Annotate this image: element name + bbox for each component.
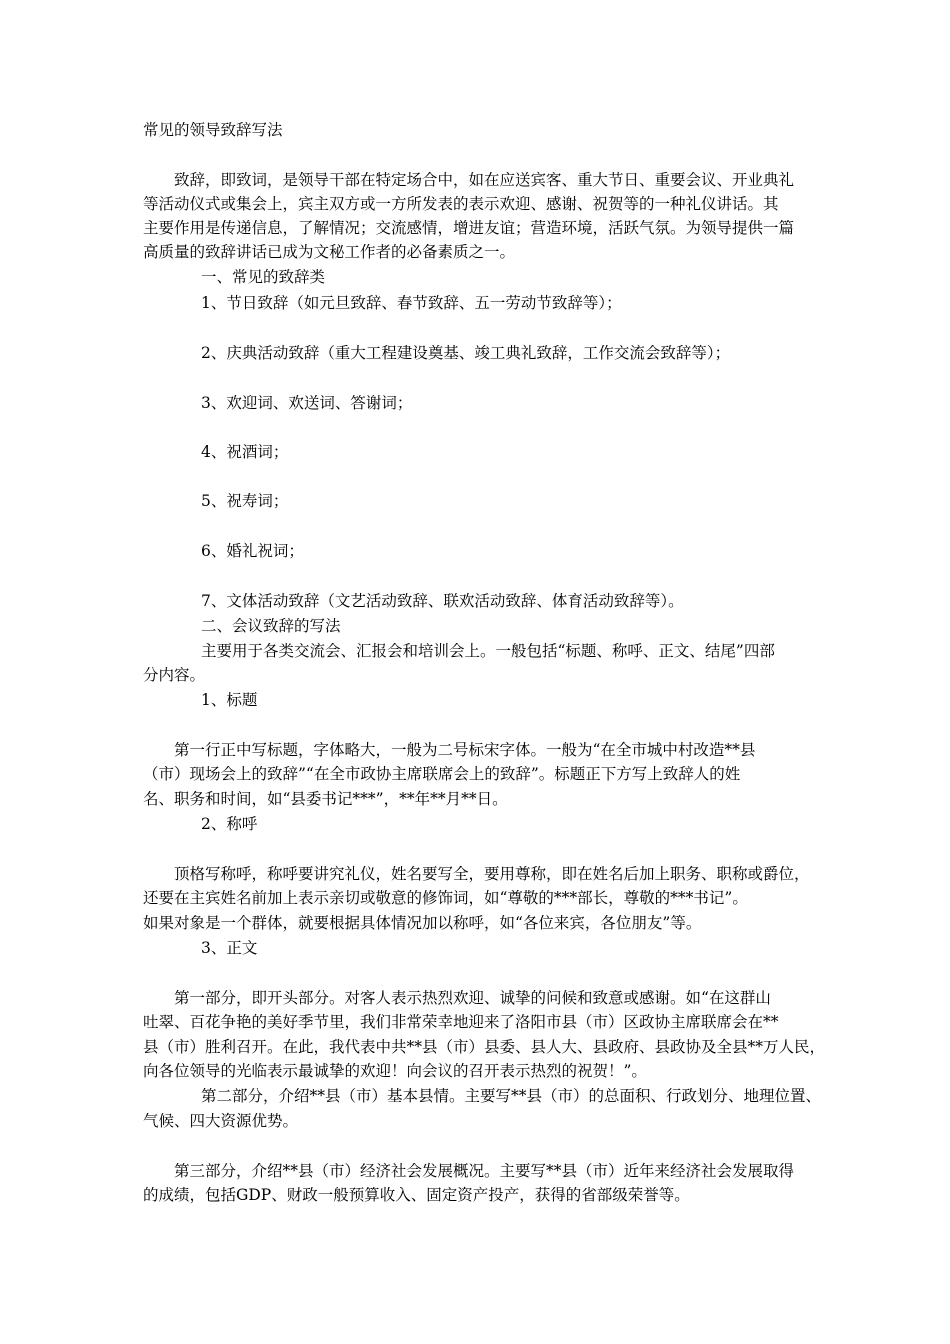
intro-line: 高质量的致辞讲话已成为文秘工作者的必备素质之一。 [143, 243, 516, 261]
doc-title: 常见的领导致辞写法 [143, 121, 283, 139]
sub1-heading: 1、标题 [201, 691, 258, 709]
section2-heading: 二、会议致辞的写法 [201, 617, 341, 635]
intro-line: 致辞，即致词，是领导干部在特定场合中，如在应送宾客、重大节日、重要会议、开业典礼 [174, 171, 795, 189]
sub2-body-line: 如果对象是一个群体，就要根据具体情况加以称呼，如“各位来宾，各位朋友”等。 [143, 914, 702, 932]
part1-line: 吐翠、百花争艳的美好季节里，我们非常荣幸地迎来了洛阳市县（市）区政协主席联席会在** [143, 1013, 779, 1031]
list-item: 5、祝寿词； [201, 492, 289, 510]
list-item: 6、婚礼祝词； [201, 542, 304, 560]
list-item: 4、祝酒词； [201, 443, 289, 461]
sub1-body-line: 名、职务和时间，如“县委书记***”，**年**月**日。 [143, 790, 508, 808]
section2-intro-line: 主要用于各类交流会、汇报会和培训会上。一般包括“标题、称呼、正文、结尾”四部 [201, 642, 775, 660]
sub1-body-line: 第一行正中写标题，字体略大，一般为二号标宋字体。一般为“在全市城中村改造**县 [174, 741, 756, 759]
part2-line: 第二部分，介绍**县（市）基本县情。主要写**县（市）的总面积、行政划分、地理位置、 [201, 1087, 822, 1105]
part3-line: 的成绩，包括GDP、财政一般预算收入、固定资产投产，获得的省部级荣誉等。 [143, 1186, 690, 1204]
part2-line: 气候、四大资源优势。 [143, 1112, 299, 1130]
sub2-body-line: 顶格写称呼，称呼要讲究礼仪，姓名要写全，要用尊称，即在姓名后加上职务、职称或爵位， [174, 865, 810, 883]
part3-line: 第三部分，介绍**县（市）经济社会发展概况。主要写**县（市）近年来经济社会发展取得 [174, 1162, 795, 1180]
list-item: 2、庆典活动致辞（重大工程建设奠基、竣工典礼致辞，工作交流会致辞等）； [201, 344, 731, 362]
part1-line: 县（市）胜利召开。在此，我代表中共**县（市）县委、县人大、县政府、县政协及全县**万人民， [143, 1038, 826, 1056]
part1-line: 向各位领导的光临表示最诚挚的欢迎！向会议的召开表示热烈的祝贺！”。 [143, 1062, 647, 1080]
list-item: 1、节日致辞（如元旦致辞、春节致辞、五一劳动节致辞等）； [201, 294, 622, 312]
sub2-body-line: 还要在主宾姓名前加上表示亲切或敬意的修饰词，如“尊敬的***部长，尊敬的***书记”。 [143, 889, 748, 907]
part1-line: 第一部分，即开头部分。对客人表示热烈欢迎、诚挚的问候和致意或感谢。如“在这群山 [174, 989, 771, 1007]
sub3-heading: 3、正文 [201, 939, 258, 957]
intro-line: 等活动仪式或集会上，宾主双方或一方所发表的表示欢迎、感谢、祝贺等的一种礼仪讲话。其 [143, 195, 779, 213]
section2-intro-line: 分内容。 [143, 666, 206, 684]
list-item: 7、文体活动致辞（文艺活动致辞、联欢活动致辞、体育活动致辞等）。 [201, 592, 684, 610]
sub2-heading: 2、称呼 [201, 815, 258, 833]
list-item: 3、欢迎词、欢送词、答谢词； [201, 394, 413, 412]
intro-line: 主要作用是传递信息，了解情况；交流感情，增进友谊；营造环境，活跃气氛。为领导提供一篇 [143, 219, 795, 237]
sub1-body-line: （市）现场会上的致辞”“在全市政协主席联席会上的致辞”。标题正下方写上致辞人的姓 [143, 765, 741, 783]
section1-heading: 一、常见的致辞类 [201, 268, 326, 286]
